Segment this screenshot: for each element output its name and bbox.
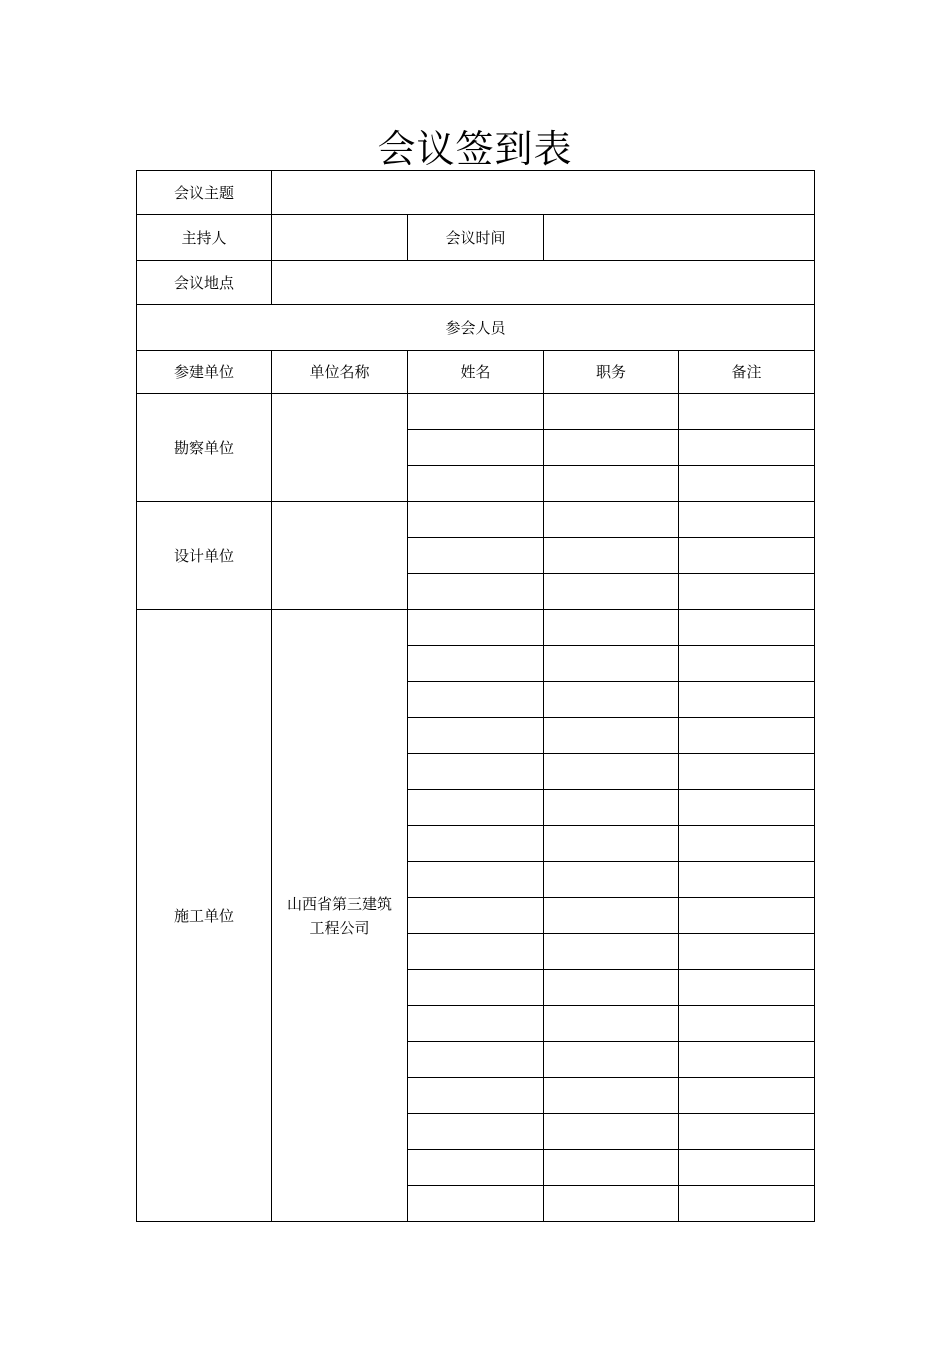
remarks-cell[interactable] [679, 898, 815, 934]
name-cell[interactable] [408, 610, 544, 646]
remarks-cell[interactable] [679, 718, 815, 754]
name-cell[interactable] [408, 430, 544, 466]
host-label: 主持人 [137, 215, 272, 261]
name-cell[interactable] [408, 826, 544, 862]
name-cell[interactable] [408, 466, 544, 502]
topic-row [137, 171, 815, 215]
position-cell[interactable] [544, 502, 679, 538]
remarks-cell[interactable] [679, 1150, 815, 1186]
column-header-name: 姓名 [408, 351, 544, 394]
position-cell[interactable] [544, 430, 679, 466]
remarks-cell[interactable] [679, 394, 815, 430]
name-cell[interactable] [408, 862, 544, 898]
position-cell[interactable] [544, 934, 679, 970]
name-cell[interactable] [408, 502, 544, 538]
remarks-cell[interactable] [679, 682, 815, 718]
attendees-heading: 参会人员 [137, 305, 815, 351]
name-cell[interactable] [408, 538, 544, 574]
remarks-cell[interactable] [679, 430, 815, 466]
name-cell[interactable] [408, 1186, 544, 1222]
position-cell[interactable] [544, 754, 679, 790]
position-cell[interactable] [544, 790, 679, 826]
position-cell[interactable] [544, 646, 679, 682]
column-header-unit-name: 单位名称 [272, 351, 408, 394]
position-cell[interactable] [544, 610, 679, 646]
position-cell[interactable] [544, 1078, 679, 1114]
group-unit-name[interactable] [272, 394, 408, 502]
group-category: 设计单位 [137, 502, 272, 610]
position-cell[interactable] [544, 1006, 679, 1042]
name-cell[interactable] [408, 718, 544, 754]
remarks-cell[interactable] [679, 1114, 815, 1150]
position-cell[interactable] [544, 862, 679, 898]
position-cell[interactable] [544, 1150, 679, 1186]
remarks-cell[interactable] [679, 970, 815, 1006]
name-cell[interactable] [408, 646, 544, 682]
position-cell[interactable] [544, 574, 679, 610]
name-cell[interactable] [408, 574, 544, 610]
group-category: 施工单位 [137, 610, 272, 1222]
attendees-row [137, 305, 815, 351]
position-cell[interactable] [544, 826, 679, 862]
position-cell[interactable] [544, 970, 679, 1006]
position-cell[interactable] [544, 718, 679, 754]
remarks-cell[interactable] [679, 1078, 815, 1114]
location-field[interactable] [272, 261, 815, 305]
host-field[interactable] [272, 215, 408, 261]
remarks-cell[interactable] [679, 574, 815, 610]
position-cell[interactable] [544, 682, 679, 718]
remarks-cell[interactable] [679, 610, 815, 646]
location-row [137, 261, 815, 305]
group-unit-name[interactable]: 山西省第三建筑工程公司 [272, 610, 408, 1222]
position-cell[interactable] [544, 1114, 679, 1150]
name-cell[interactable] [408, 970, 544, 1006]
time-field[interactable] [544, 215, 815, 261]
name-cell[interactable] [408, 1150, 544, 1186]
column-header-category: 参建单位 [137, 351, 272, 394]
sign-in-table [136, 170, 815, 1222]
remarks-cell[interactable] [679, 466, 815, 502]
column-header-position: 职务 [544, 351, 679, 394]
column-header-remarks: 备注 [679, 351, 815, 394]
location-label: 会议地点 [137, 261, 272, 305]
name-cell[interactable] [408, 1114, 544, 1150]
group-category: 勘察单位 [137, 394, 272, 502]
remarks-cell[interactable] [679, 502, 815, 538]
position-cell[interactable] [544, 898, 679, 934]
remarks-cell[interactable] [679, 862, 815, 898]
position-cell[interactable] [544, 1186, 679, 1222]
table-row [137, 502, 815, 538]
name-cell[interactable] [408, 898, 544, 934]
remarks-cell[interactable] [679, 1042, 815, 1078]
remarks-cell[interactable] [679, 826, 815, 862]
host-time-row [137, 215, 815, 261]
topic-label: 会议主题 [137, 171, 272, 215]
name-cell[interactable] [408, 1078, 544, 1114]
position-cell[interactable] [544, 466, 679, 502]
remarks-cell[interactable] [679, 1186, 815, 1222]
name-cell[interactable] [408, 1006, 544, 1042]
name-cell[interactable] [408, 682, 544, 718]
position-cell[interactable] [544, 1042, 679, 1078]
topic-field[interactable] [272, 171, 815, 215]
remarks-cell[interactable] [679, 754, 815, 790]
name-cell[interactable] [408, 1042, 544, 1078]
name-cell[interactable] [408, 790, 544, 826]
remarks-cell[interactable] [679, 790, 815, 826]
remarks-cell[interactable] [679, 934, 815, 970]
name-cell[interactable] [408, 934, 544, 970]
remarks-cell[interactable] [679, 1006, 815, 1042]
remarks-cell[interactable] [679, 646, 815, 682]
table-row [137, 394, 815, 430]
column-header-row [137, 351, 815, 394]
name-cell[interactable] [408, 394, 544, 430]
page-title: 会议签到表 [377, 127, 573, 171]
remarks-cell[interactable] [679, 538, 815, 574]
position-cell[interactable] [544, 538, 679, 574]
table-row [137, 610, 815, 646]
time-label: 会议时间 [408, 215, 544, 261]
name-cell[interactable] [408, 754, 544, 790]
group-unit-name[interactable] [272, 502, 408, 610]
position-cell[interactable] [544, 394, 679, 430]
